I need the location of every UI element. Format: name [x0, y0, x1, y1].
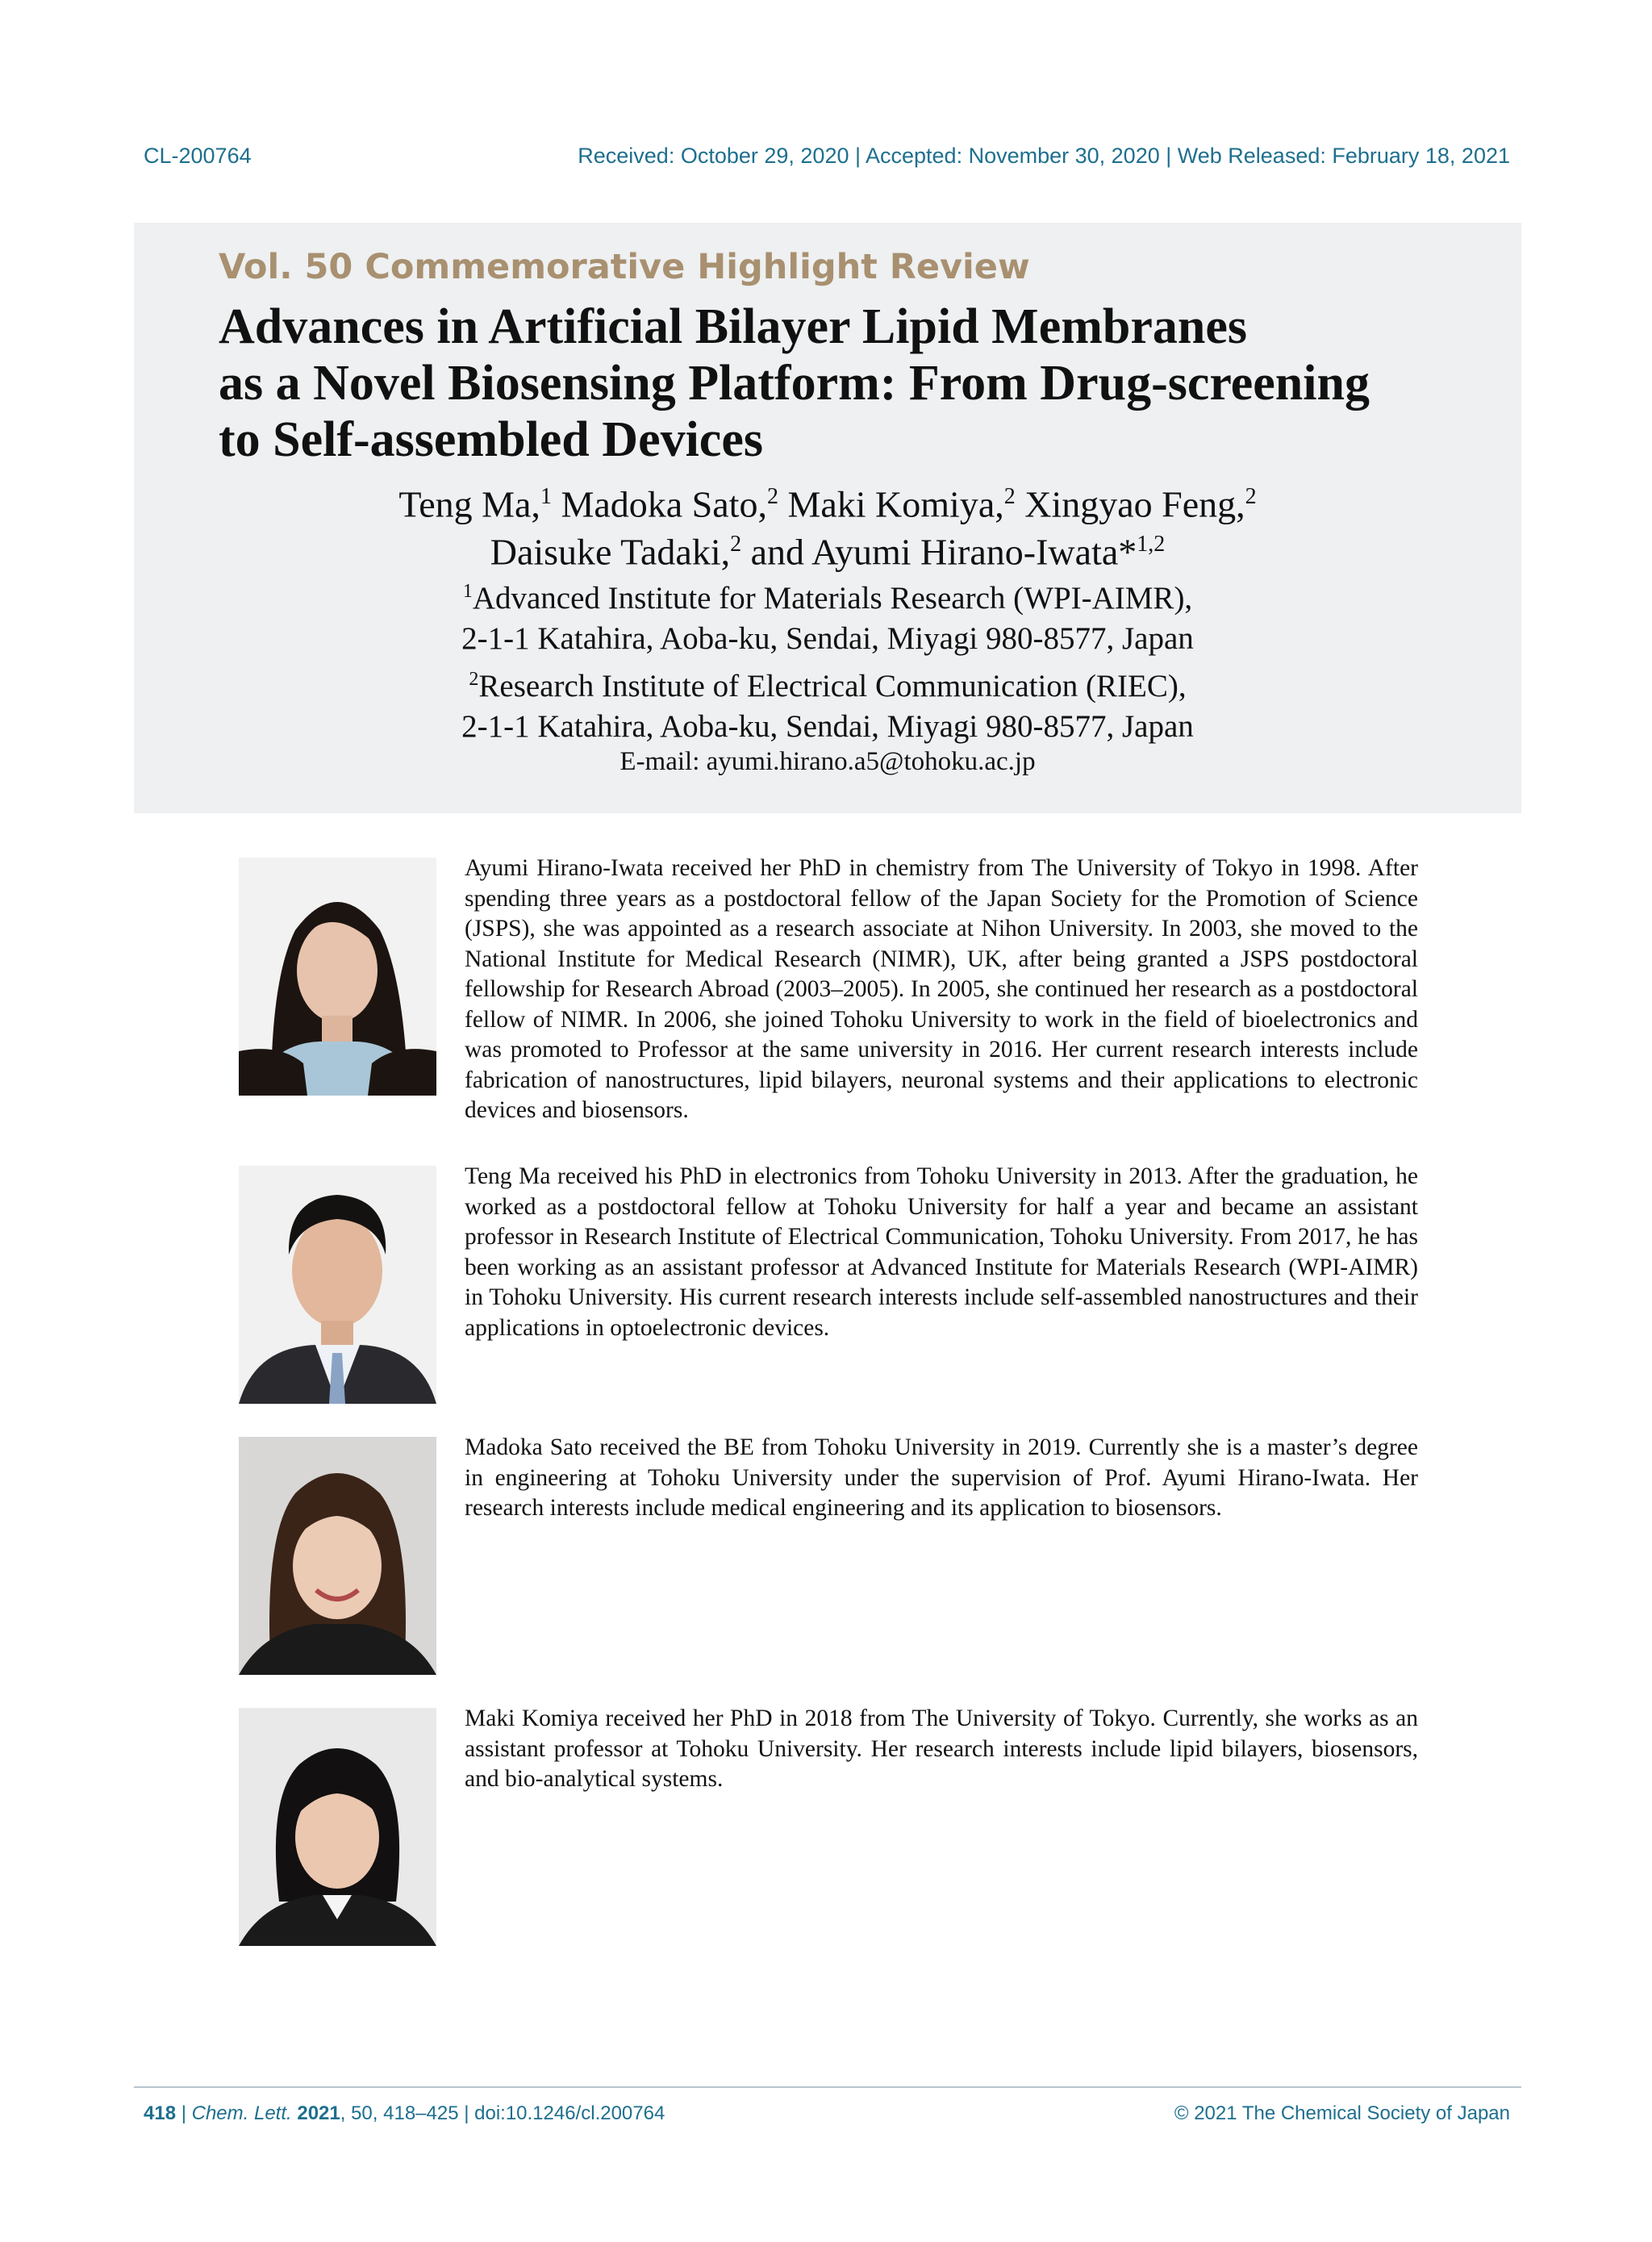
author-affil-sup: 2: [766, 484, 778, 509]
author-affil-sup: 2: [1245, 484, 1257, 509]
page-footer: [144, 2102, 1510, 2125]
author-affil-sup: 2: [1003, 484, 1016, 509]
author-affil-sup: 1: [540, 484, 552, 509]
title-line: Advances in Artificial Bilayer Lipid Membranes: [219, 299, 1247, 354]
portrait-placeholder-icon: [239, 1708, 436, 1946]
bio-paragraph: Ayumi Hirano-Iwata received her PhD in chemistry from The University of Tokyo in 1998. After spending three years as a postdoctoral fellow of the Japan Society for the Promotion of Science (JSPS), she was appointed as a research associate at Nihon University. In 2003, she moved to the National Institute for Medical Research (NIMR), UK, after being granted a JSPS postdoctoral fellowship for Research Abroad (2003–2005). In 2005, she continued her research as a postdoctoral fellow of NIMR. In 2006, she joined Tohoku University to work in the field of bioelectronics and was promoted to Professor at the same university in 2016. Her current research interests include fabrication of nanostructures, lipid bilayers, neuronal systems and their applications to electronic devices and biosensors.: [465, 855, 1418, 1123]
author-photo: [239, 1437, 436, 1675]
title-block: [134, 223, 1521, 813]
bio-paragraph: Teng Ma received his PhD in electronics from Tohoku University in 2013. After the graduation, he worked as a postdoctoral fellow at Tohoku University for half a year and became an assistant professor in Research Institute of Electrical Communication, Tohoku University. From 2017, he has been working as an assistant professor at Advanced Institute for Materials Research (WPI-AIMR) in Tohoku University. His current research interests include self-assembled nanostructures and their applications in optoelectronic devices.: [465, 1163, 1418, 1341]
page-header: [144, 144, 1510, 169]
copyright: © 2021 The Chemical Society of Japan: [1174, 2102, 1510, 2124]
author-affil-sup: 2: [730, 532, 742, 557]
author-name: Xingyao Feng,: [1024, 483, 1245, 525]
author-name: Teng Ma,: [398, 483, 540, 525]
affil-sup: 1: [462, 581, 473, 602]
portrait-placeholder-icon: [239, 858, 436, 1096]
portrait-placeholder-icon: [239, 1166, 436, 1404]
author-name: Maki Komiya,: [787, 483, 1004, 525]
article-id: CL-200764: [144, 144, 252, 168]
author-name: Madoka Sato,: [561, 483, 767, 525]
affil-sup: 2: [469, 669, 479, 690]
author-name: Daisuke Tadaki,: [490, 531, 731, 573]
publication-year: 2021: [297, 2102, 340, 2124]
title-line: to Self-assembled Devices: [219, 412, 763, 467]
article-title: [219, 299, 1477, 468]
portrait-placeholder-icon: [239, 1437, 436, 1675]
volume-pages-doi: , 50, 418–425 | doi:10.1246/cl.200764: [340, 2102, 665, 2124]
bio-paragraph: Maki Komiya received her PhD in 2018 from The University of Tokyo. Currently, she works as an assistant professor at Tohoku University. Her research interests include lipid bilayers, biosensors, and bio-analytical systems.: [465, 1706, 1418, 1792]
series-label: Vol. 50 Commemorative Highlight Review: [219, 247, 1030, 287]
affil-line: 2-1-1 Katahira, Aoba-ku, Sendai, Miyagi 980-8577, Japan: [461, 621, 1194, 656]
author-name: and Ayumi Hirano-Iwata*: [750, 531, 1137, 573]
journal-name: Chem. Lett.: [191, 2102, 292, 2124]
affiliations: [134, 571, 1521, 747]
citation: [144, 2102, 665, 2125]
affil-line: 2-1-1 Katahira, Aoba-ku, Sendai, Miyagi 980-8577, Japan: [461, 709, 1194, 744]
author-list: [134, 477, 1521, 573]
title-line: as a Novel Biosensing Platform: From Drug-screening: [219, 356, 1370, 411]
page-number: 418: [144, 2102, 177, 2124]
author-photo: [239, 1708, 436, 1946]
contact-email: E-mail: ayumi.hirano.a5@tohoku.ac.jp: [620, 747, 1036, 776]
author-photo: [239, 1166, 436, 1404]
affil-line: Research Institute of Electrical Communication (RIEC),: [478, 669, 1187, 703]
footer-divider: [134, 2086, 1521, 2088]
affil-line: Advanced Institute for Materials Research (WPI-AIMR),: [472, 581, 1193, 616]
bio-paragraph: Madoka Sato received the BE from Tohoku University in 2019. Currently she is a master’s degree in engineering at Tohoku University under the supervision of Prof. Ayumi Hirano-Iwata. Her research interests include medical engineering and its application to biosensors.: [465, 1434, 1418, 1521]
publication-dates: Received: October 29, 2020 | Accepted: November 30, 2020 | Web Released: February 18, 2021: [578, 144, 1510, 168]
author-affil-sup: 1,2: [1137, 532, 1166, 557]
separator: |: [176, 2102, 192, 2124]
author-photo: [239, 858, 436, 1096]
